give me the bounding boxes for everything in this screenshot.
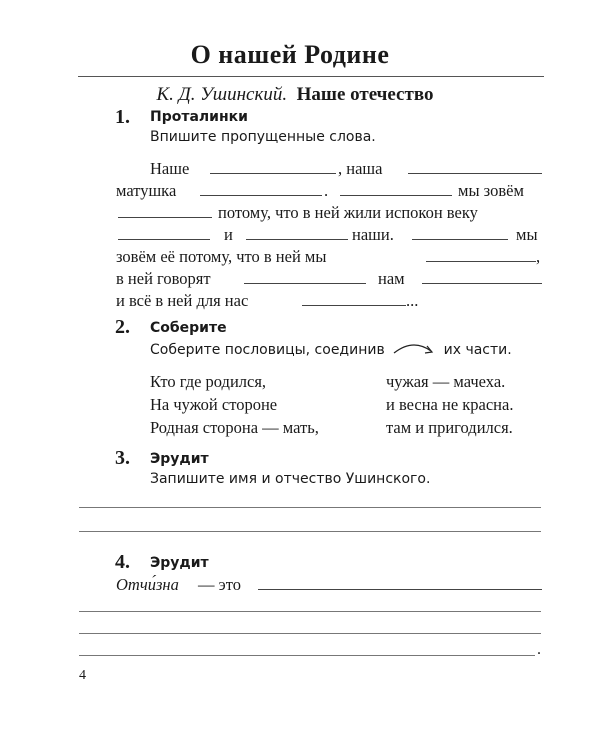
task2-number: 2. xyxy=(115,316,130,338)
blank-field[interactable] xyxy=(426,261,536,262)
page-number: 4 xyxy=(79,668,86,683)
blank-field[interactable] xyxy=(422,283,542,284)
blank-field[interactable] xyxy=(210,173,336,174)
author-name: К. Д. Ушинский. xyxy=(156,84,288,105)
blank-field[interactable] xyxy=(302,305,406,306)
proverb-end-3[interactable]: там и пригодился. xyxy=(386,418,513,437)
end-period: . xyxy=(537,641,541,658)
author-line xyxy=(0,84,590,106)
task3-heading: Эрудит xyxy=(150,451,209,467)
task4-heading: Эрудит xyxy=(150,555,209,571)
blank-field[interactable] xyxy=(244,283,366,284)
page-title: О нашей Родине xyxy=(190,40,390,69)
blank-field[interactable] xyxy=(200,195,322,196)
blank-field[interactable] xyxy=(118,239,210,240)
proverb-start-1[interactable]: Кто где родился, xyxy=(150,372,267,391)
task2-heading: Соберите xyxy=(150,320,227,336)
blank-field[interactable] xyxy=(408,173,542,174)
task4-number: 4. xyxy=(115,551,130,573)
proverb-start-2[interactable]: На чужой стороне xyxy=(150,395,278,414)
answer-line[interactable] xyxy=(79,611,541,612)
task3-number: 3. xyxy=(115,447,130,469)
proverb-end-2[interactable]: и весна не красна. xyxy=(386,395,514,414)
title-rule xyxy=(78,76,544,77)
blank-field[interactable] xyxy=(340,195,452,196)
work-title: Наше отечество xyxy=(296,84,434,105)
proverb-start-3[interactable]: Родная сторона — мать, xyxy=(150,418,319,437)
answer-line[interactable] xyxy=(79,655,535,656)
task2-instruction: Соберите пословицы, соединив их части. xyxy=(150,342,512,358)
blank-field[interactable] xyxy=(118,217,212,218)
connect-arrow-icon xyxy=(391,340,437,356)
answer-line[interactable] xyxy=(79,633,541,634)
blank-field[interactable] xyxy=(258,589,542,590)
answer-line[interactable] xyxy=(79,531,541,532)
proverb-end-1[interactable]: чужая — мачеха. xyxy=(386,372,506,391)
blank-field[interactable] xyxy=(246,239,348,240)
task3-instruction: Запишите имя и отчество Ушинского. xyxy=(150,471,431,487)
task1-heading: Проталинки xyxy=(150,109,248,125)
task1-instruction: Впишите пропущенные слова. xyxy=(150,129,376,145)
term-word: Отчи́зна xyxy=(116,575,179,594)
task1-number: 1. xyxy=(115,106,130,128)
blank-field[interactable] xyxy=(412,239,508,240)
answer-line[interactable] xyxy=(79,507,541,508)
